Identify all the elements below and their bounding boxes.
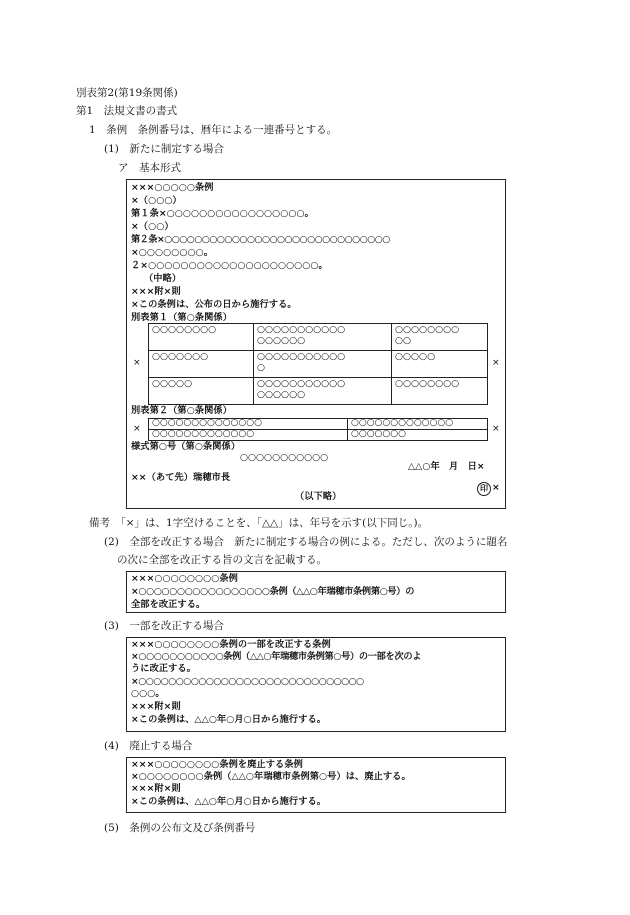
table2-right-mark: ×: [492, 423, 500, 434]
box-line: ×××附×則: [131, 783, 181, 794]
form-line: ２×○○○○○○○○○○○○○○○○○○○○○。: [131, 260, 328, 271]
box-line: 全部を改正する。: [131, 599, 206, 610]
cell-text: ○○○○○○○○ ○○: [395, 324, 460, 346]
box-line: ×この条例は、△△○年○月○日から施行する。: [131, 714, 327, 725]
form-line: （中略）: [144, 273, 182, 284]
cell-text: ○○○○○○○: [152, 351, 209, 362]
date-line: △△○年 月 日×: [408, 461, 485, 472]
box-line: ×○○○○○○○○○○○○○○○○○○○○○○○○○○○○○○: [131, 676, 364, 687]
seal-suffix: ×: [492, 482, 500, 493]
cell-text: ○○○○○: [152, 378, 193, 389]
form-line: ×××○○○○○条例: [131, 182, 214, 193]
box-line: ×××○○○○○○○○条例の一部を改正する条例: [131, 639, 331, 650]
box-line: ×○○○○○○○○○○○条例（△△○年瑞穂市条例第○号）の一部を次のよ: [131, 651, 422, 662]
cell-text: ○○○○○○○○○○○○○: [351, 418, 454, 428]
subitem-2-heading: (2) 全部を改正する場合 新たに制定する場合の例による。ただし、次のように題名: [104, 536, 508, 548]
table1-left-mark: ×: [133, 357, 141, 368]
form-line: ×（○○○）: [131, 195, 182, 206]
subitem-5-heading: (5) 条例の公布文及び条例番号: [104, 822, 256, 834]
cell-text: ○○○○○: [395, 351, 436, 362]
subitem-2-text: の次に全部を改正する旨の文言を記載する。: [117, 554, 327, 566]
form-style-title: 様式第○号（第○条関係）: [131, 441, 241, 452]
remark-note: 備考 「×」は、1字空けることを、「△△」は、年号を示す(以下同じ。)。: [89, 517, 429, 529]
subitem-3-heading: (3) 一部を改正する場合: [104, 620, 224, 632]
cell-text: ○○○○○○○○○○○○○○: [152, 418, 262, 428]
item-1-heading: 1 条例 条例番号は、暦年による一連番号とする。: [89, 124, 338, 136]
form-content: ○○○○○○○○○○○: [240, 452, 329, 463]
cell-text: ○○○○○○○○: [152, 324, 217, 335]
form-line: ×××附×則: [131, 286, 181, 297]
cell-text: ○○○○○○○○○○○ ○: [257, 351, 346, 373]
form-line: ×この条例は、公布の日から施行する。: [131, 299, 297, 310]
cell-text: ○○○○○○○○○○○ ○○○○○○: [257, 378, 346, 400]
cell-text: ○○○○○○○○○○○ ○○○○○○: [257, 324, 346, 346]
seal-icon: 印: [477, 482, 491, 496]
addressee: ××（あて先）瑞穂市長: [131, 472, 231, 483]
box-line: ×○○○○○○○○○○○○○○○○○条例（△△○年瑞穂市条例第○号）の: [131, 586, 415, 597]
annex-title: 別表第2(第19条関係): [76, 87, 178, 99]
box-line: ×××○○○○○○○○条例: [131, 573, 238, 584]
box-line: ×この条例は、△△○年○月○日から施行する。: [131, 796, 327, 807]
cell-text: ○○○○○○○: [351, 429, 406, 439]
form-line: 別表第１（第○条関係）: [131, 312, 232, 323]
form-line: ×○○○○○○○○。: [131, 247, 214, 258]
form-line: 第２条×○○○○○○○○○○○○○○○○○○○○○○○○○○○○○○: [131, 234, 390, 245]
subitem-4-heading: (4) 廃止する場合: [104, 740, 193, 752]
form-line: 第１条×○○○○○○○○○○○○○○○○○。: [131, 208, 314, 219]
box-line: ×○○○○○○○○条例（△△○年瑞穂市条例第○号）は、廃止する。: [131, 771, 411, 782]
subitem-1-heading: (1) 新たに制定する場合: [104, 143, 224, 155]
cell-text: ○○○○○○○○○○○○○: [152, 429, 255, 439]
section-heading: 第1 法規文書の書式: [76, 105, 178, 117]
omitted-note: （以下略）: [295, 491, 342, 502]
box-line: うに改正する。: [131, 663, 197, 674]
cell-text: ○○○○○○○○: [395, 378, 460, 389]
annex-2-title: 別表第２（第○条関係）: [131, 405, 232, 416]
table2-left-mark: ×: [133, 423, 141, 434]
box-line: ○○○。: [131, 688, 165, 699]
box-line: ×××○○○○○○○○条例を廃止する条例: [131, 759, 303, 770]
form-line: ×（○○）: [131, 221, 174, 232]
box-line: ×××附×則: [131, 701, 181, 712]
table1-right-mark: ×: [492, 357, 500, 368]
subitem-1a-heading: ア 基本形式: [118, 162, 181, 174]
